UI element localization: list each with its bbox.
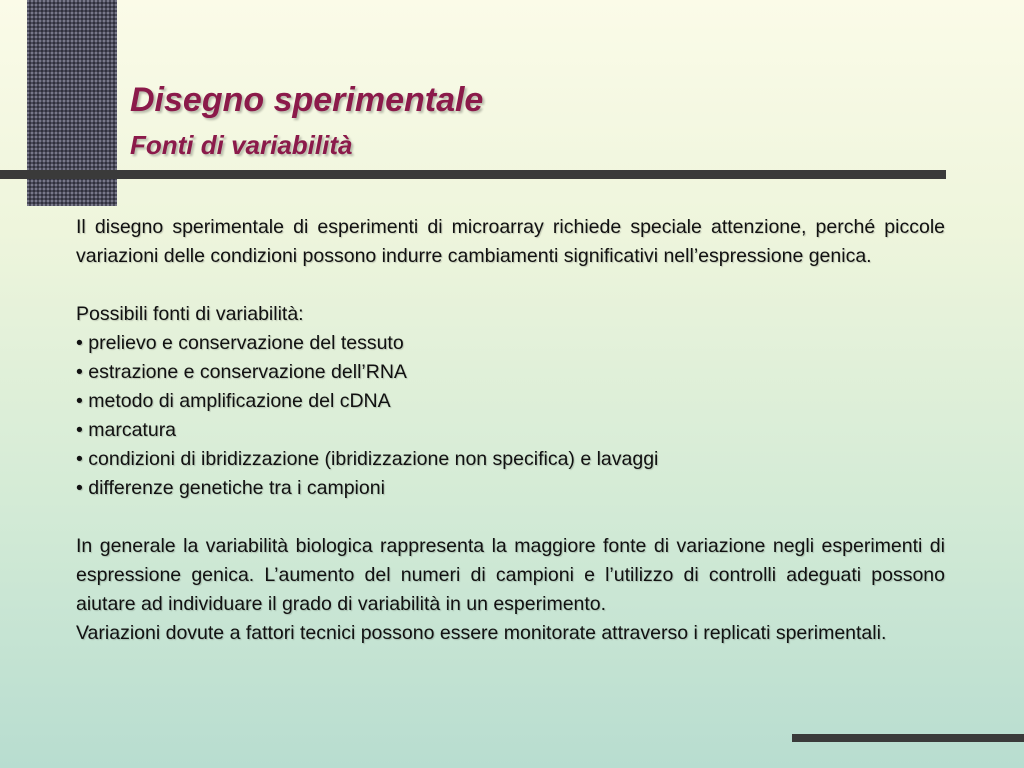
list-item: • condizioni di ibridizzazione (ibridizzazione non specifica) e lavaggi bbox=[76, 445, 945, 474]
variability-sources-list bbox=[76, 329, 945, 503]
list-item: • estrazione e conservazione dell’RNA bbox=[76, 358, 945, 387]
slide-subtitle: Fonti di variabilità bbox=[130, 130, 353, 160]
intro-paragraph: Il disegno sperimentale di esperimenti di microarray richiede speciale attenzione, perché piccole variazioni delle condizioni possono indurre cambiamenti significativi nell’espressione genica. bbox=[76, 216, 945, 267]
list-heading: Possibili fonti di variabilità: bbox=[76, 303, 304, 325]
list-item: • metodo di amplificazione del cDNA bbox=[76, 387, 945, 416]
conclusion-paragraph: In generale la variabilità biologica rappresenta la maggiore fonte di variazione negli esperimenti di espressione genica. L’aumento del numeri di campioni e l’utilizzo di controlli adeguati possono aiutare ad individuare il grado di variabilità in un esperimento. bbox=[76, 535, 945, 615]
bottom-decorative-bar bbox=[792, 734, 1024, 742]
paragraph-spacer bbox=[76, 271, 945, 300]
list-item: • marcatura bbox=[76, 416, 945, 445]
slide-body bbox=[76, 213, 945, 648]
conclusion-paragraph-2: Variazioni dovute a fattori tecnici possono essere monitorate attraverso i replicati sperimentali. bbox=[76, 622, 887, 644]
paragraph-spacer bbox=[76, 503, 945, 532]
list-item: • differenze genetiche tra i campioni bbox=[76, 474, 945, 503]
title-divider-bar bbox=[0, 170, 946, 179]
slide-title: Disegno sperimentale bbox=[130, 81, 484, 119]
list-item: • prelievo e conservazione del tessuto bbox=[76, 329, 945, 358]
